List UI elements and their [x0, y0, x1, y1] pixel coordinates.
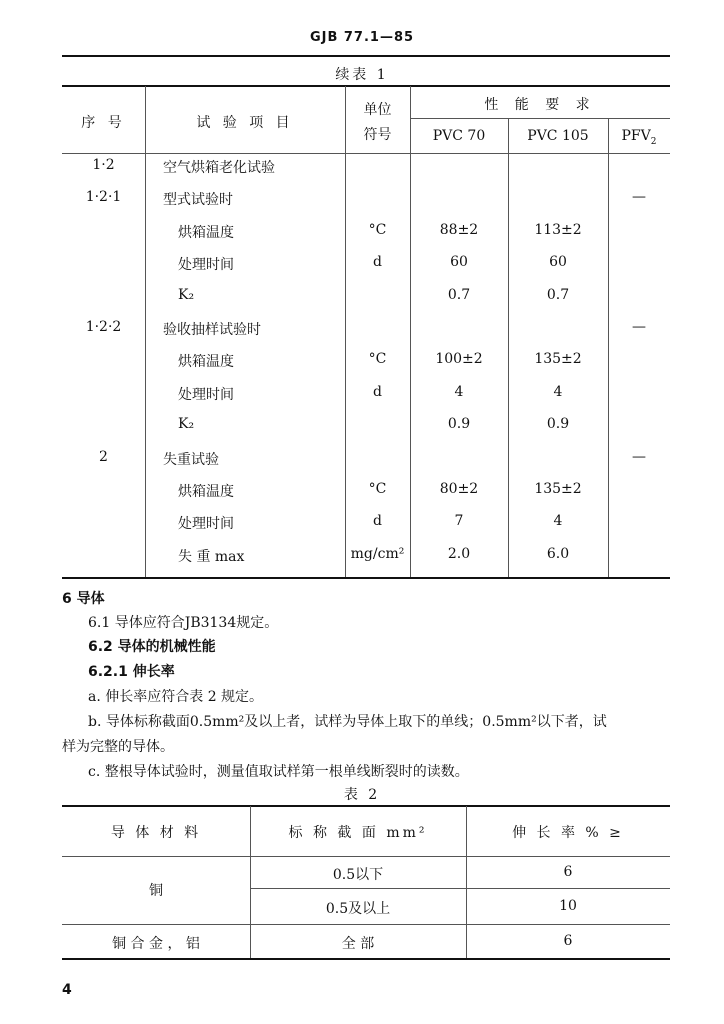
table1-header-bottom: [62, 153, 670, 154]
t2-section-below-0-5: 0.5以下: [332, 867, 384, 883]
table1-col-line-1: [145, 86, 146, 577]
paragraph-c: c. 整根导体试验时，测量值取试样第一根单线断裂时的读数。: [88, 764, 469, 780]
header-pvc105: PVC 105: [527, 128, 589, 144]
t1-row-2-pvc105: 113±2: [534, 222, 582, 238]
t2-section-0-5-and-above: 0.5及以上: [325, 901, 391, 917]
t1-row-4-pvc70: 0.7: [447, 287, 471, 303]
t1-row-10-item: 烘箱温度: [178, 484, 234, 500]
t1-row-2-item: 烘箱温度: [178, 225, 234, 241]
paragraph-b-line1: b. 导体标称截面0.5mm²及以上者，试样为导体上取下的单线；0.5mm²以下者，试: [88, 714, 607, 730]
header-performance: 性 能 要 求: [484, 97, 596, 113]
table1-top-rule: [62, 85, 670, 87]
table2-bottom-rule: [62, 958, 670, 960]
t1-row-9-item: 失重试验: [163, 452, 219, 468]
document-code: GJB 77.1—85: [309, 30, 415, 45]
header-item: 试 验 项 目: [196, 115, 294, 131]
t2-material-copper: 铜: [149, 883, 163, 899]
table1-col-line-5: [608, 118, 609, 577]
header-unit-line1: 单位: [363, 102, 392, 118]
header-rule: [62, 55, 670, 57]
t1-row-5-seq: 1·2·2: [85, 319, 122, 335]
t2-header-material: 导 体 材 料: [110, 825, 202, 841]
header-pfv2-text: PFV: [621, 128, 651, 144]
t1-row-7-item: 处理时间: [178, 387, 234, 403]
header-pvc70: PVC 70: [432, 128, 486, 144]
t1-row-6-pvc70: 100±2: [435, 351, 483, 367]
t1-row-2-pvc70: 88±2: [439, 222, 479, 238]
section-6-2-heading: 6.2 导体的机械性能: [88, 639, 216, 655]
table1-col-line-2: [345, 86, 346, 577]
t1-row-11-pvc105: 4: [553, 513, 563, 529]
t1-row-1-pfv2: —: [632, 189, 646, 205]
header-unit-line2: 符号: [363, 127, 392, 143]
table1-header-divider: [410, 118, 670, 119]
t1-row-6-item: 烘箱温度: [178, 354, 234, 370]
header-pfv2-subscript: 2: [650, 136, 657, 147]
t1-row-10-pvc105: 135±2: [534, 481, 582, 497]
t1-row-11-pvc70: 7: [454, 513, 464, 529]
table1-col-line-3: [410, 86, 411, 577]
t1-row-6-pvc105: 135±2: [534, 351, 582, 367]
t1-row-4-item: K₂: [178, 287, 195, 303]
t1-row-0-item: 空气烘箱老化试验: [163, 160, 275, 176]
table2-top-rule: [62, 805, 670, 807]
table2-header-bottom: [62, 856, 670, 857]
table1-caption: 续表 1: [335, 67, 389, 83]
t1-row-11-unit: d: [373, 513, 382, 529]
table1-col-line-4: [508, 118, 509, 577]
t1-row-7-unit: d: [373, 384, 382, 400]
t1-row-1-item: 型式试验时: [163, 192, 233, 208]
t1-row-12-pvc105: 6.0: [546, 546, 570, 562]
table2-row-divider-2: [62, 924, 670, 925]
t1-row-10-pvc70: 80±2: [439, 481, 479, 497]
paragraph-a: a. 伸长率应符合表 2 规定。: [88, 689, 264, 705]
t2-header-elongation: 伸 长 率 % ≥: [512, 825, 624, 841]
section-6-heading: 6 导体: [62, 591, 105, 607]
t1-row-6-unit: °C: [368, 351, 387, 367]
t1-row-8-pvc70: 0.9: [447, 416, 471, 432]
t1-row-5-item: 验收抽样试验时: [163, 322, 261, 338]
t1-row-0-seq: 1·2: [92, 157, 115, 173]
table1-bottom-rule: [62, 577, 670, 579]
t2-elongation-row2: 10: [559, 898, 577, 914]
t1-row-2-unit: °C: [368, 222, 387, 238]
section-6-1: 6.1 导体应符合JB3134规定。: [88, 615, 279, 631]
t1-row-10-unit: °C: [368, 481, 387, 497]
t1-row-12-pvc70: 2.0: [447, 546, 471, 562]
t1-row-8-pvc105: 0.9: [546, 416, 570, 432]
t1-row-12-unit: mg/cm²: [350, 546, 405, 562]
t2-elongation-row3: 6: [563, 933, 573, 949]
t1-row-11-item: 处理时间: [178, 516, 234, 532]
t1-row-4-pvc105: 0.7: [546, 287, 570, 303]
t1-row-7-pvc105: 4: [553, 384, 563, 400]
t1-row-8-item: K₂: [178, 416, 195, 432]
t2-material-alloy-aluminium: 铜 合 金 ， 铝: [112, 936, 200, 952]
t1-row-3-unit: d: [373, 254, 382, 270]
t1-row-5-pfv2: —: [632, 319, 646, 335]
page-number: 4: [62, 982, 72, 998]
t1-row-12-item: 失 重 max: [178, 549, 245, 565]
t2-elongation-row1: 6: [563, 864, 573, 880]
header-pfv2: [608, 128, 670, 147]
header-seq: 序 号: [81, 115, 126, 131]
t2-section-all: 全 部: [341, 936, 375, 952]
t1-row-7-pvc70: 4: [454, 384, 464, 400]
table2-caption: 表 2: [343, 787, 381, 803]
t1-row-3-pvc105: 60: [549, 254, 567, 270]
t2-header-section: 标 称 截 面 mm²: [288, 825, 428, 841]
t1-row-3-pvc70: 60: [450, 254, 468, 270]
paragraph-b-line2: 样为完整的导体。: [62, 739, 174, 755]
t1-row-9-pfv2: —: [632, 449, 646, 465]
table2-row-divider-1: [250, 888, 670, 889]
t1-row-9-seq: 2: [99, 449, 108, 465]
section-6-2-1-heading: 6.2.1 伸长率: [88, 664, 175, 680]
t1-row-1-seq: 1·2·1: [85, 189, 122, 205]
t1-row-3-item: 处理时间: [178, 257, 234, 273]
